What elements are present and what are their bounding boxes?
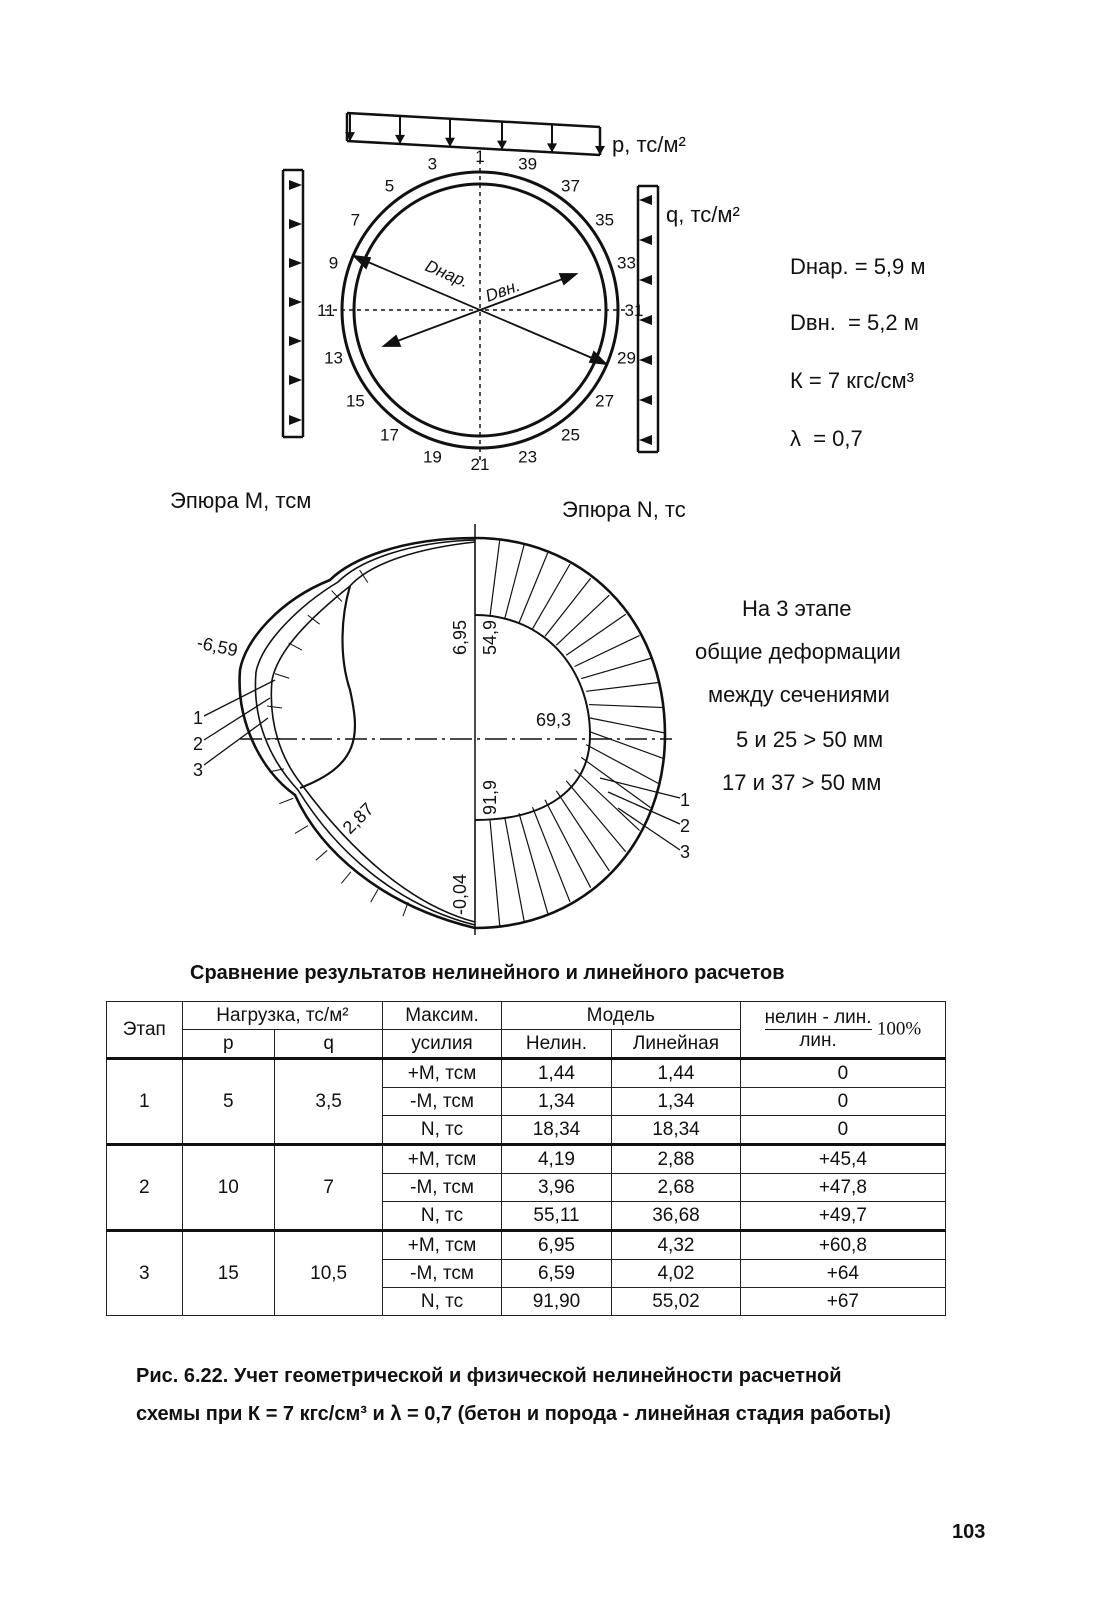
- section-label-17: 17: [380, 425, 399, 445]
- cell-lin: 18,34: [612, 1116, 741, 1145]
- section-label-31: 31: [624, 301, 644, 320]
- cell-stage: 3: [107, 1231, 183, 1316]
- cell-q: 10,5: [274, 1231, 382, 1316]
- n-hatch-1: [490, 540, 500, 616]
- cell-nonlin: 3,96: [501, 1174, 611, 1202]
- q-right-arrowhead-2: [639, 275, 652, 285]
- section-label-21: 21: [470, 455, 490, 474]
- n-hatch-14: [586, 745, 658, 784]
- cell-stage: 2: [107, 1145, 183, 1231]
- cell-force: +М, тсм: [383, 1231, 501, 1260]
- cell-q: 3,5: [274, 1059, 382, 1145]
- force-diagrams: [0, 520, 1093, 940]
- n-hatch-23: [490, 820, 500, 926]
- n-hatch-22: [505, 817, 524, 921]
- q-right-arrowhead-0: [639, 195, 652, 205]
- section-label-19: 19: [422, 447, 442, 467]
- caption-line-2: схемы при К = 7 кгс/см³ и λ = 0,7 (бетон и порода - линейная стадия работы): [136, 1403, 891, 1425]
- cell-force: -М, тсм: [383, 1088, 501, 1116]
- n-diagram-hatching: [475, 538, 665, 928]
- cell-nonlin: 55,11: [501, 1202, 611, 1231]
- q-left-arrowhead-1: [289, 219, 302, 229]
- n-hatch-11: [589, 705, 663, 708]
- q-right-arrowhead-4: [639, 355, 652, 365]
- n-hatch-13: [589, 731, 663, 758]
- m-bottom-value: -0,04: [450, 873, 470, 915]
- param-d-outer: Dнар. = 5,9 м: [790, 254, 926, 279]
- cell-diff: 0: [740, 1116, 945, 1145]
- cell-p: 10: [182, 1145, 274, 1231]
- cell-lin: 1,34: [612, 1088, 741, 1116]
- diff-denominator: лин.: [799, 1030, 837, 1051]
- load-q-label: q, тс/м²: [666, 202, 740, 227]
- th-nonlin: Нелин.: [501, 1030, 611, 1059]
- cell-nonlin: 6,95: [501, 1231, 611, 1260]
- section-label-39: 39: [518, 154, 538, 174]
- param-lambda: λ = 0,7: [790, 426, 863, 451]
- caption-line-1: Рис. 6.22. Учет геометрической и физической нелинейности расчетной: [136, 1365, 842, 1387]
- n-hatch-8: [575, 636, 640, 667]
- th-linear: Линейная: [612, 1030, 741, 1059]
- cell-lin: 1,44: [612, 1059, 741, 1088]
- cell-force: N, тс: [383, 1202, 501, 1231]
- n-hatch-5: [545, 578, 591, 636]
- param-d-inner: Dвн. = 5,2 м: [790, 310, 919, 335]
- section-label-13: 13: [324, 348, 343, 368]
- cell-nonlin: 1,44: [501, 1059, 611, 1088]
- n-hatch-6: [556, 595, 609, 645]
- cell-lin: 55,02: [612, 1288, 741, 1316]
- cell-diff: +47,8: [740, 1174, 945, 1202]
- cell-force: +М, тсм: [383, 1145, 501, 1174]
- comparison-table: [106, 1001, 946, 1316]
- th-max1: Максим.: [383, 1002, 501, 1030]
- table-body: [107, 1059, 946, 1316]
- note-line-1: На 3 этапе: [742, 596, 852, 621]
- table-row: [107, 1145, 946, 1174]
- stage-label-right-3: 3: [680, 842, 691, 862]
- section-label-11: 11: [317, 301, 335, 320]
- cell-diff: 0: [740, 1059, 945, 1088]
- cell-diff: +49,7: [740, 1202, 945, 1231]
- q-left-arrowhead-2: [289, 258, 302, 268]
- m-hatch-3: [316, 850, 327, 860]
- m-hatch-1: [371, 889, 378, 902]
- stage-label-right-2: 2: [680, 816, 691, 836]
- section-label-27: 27: [595, 391, 615, 411]
- m-top-value: 6,95: [450, 619, 470, 655]
- figure-caption: [136, 1357, 956, 1433]
- th-stage: Этап: [107, 1002, 183, 1059]
- note-line-3: между сечениями: [708, 682, 890, 707]
- th-model: Модель: [501, 1002, 740, 1030]
- cell-lin: 2,68: [612, 1174, 741, 1202]
- diff-fraction: [765, 1007, 872, 1052]
- n-hatch-4: [533, 564, 571, 629]
- n-hatch-16: [575, 770, 640, 831]
- load-q-right-arrows: [639, 195, 652, 445]
- section-label-7: 7: [350, 210, 361, 230]
- section-label-15: 15: [345, 391, 365, 411]
- cell-stage: 1: [107, 1059, 183, 1145]
- th-p: p: [182, 1030, 274, 1059]
- th-q: q: [274, 1030, 382, 1059]
- note-line-2: общие деформации: [695, 639, 901, 664]
- n-right-value: 69,3: [536, 710, 572, 730]
- diff-numerator: нелин - лин.: [764, 1007, 872, 1028]
- cell-force: +М, тсм: [383, 1059, 501, 1088]
- n-hatch-18: [556, 791, 609, 871]
- section-label-35: 35: [595, 210, 615, 230]
- cell-lin: 2,88: [612, 1145, 741, 1174]
- cell-force: N, тс: [383, 1288, 501, 1316]
- m-hatch-10: [289, 643, 302, 650]
- n-hatch-10: [586, 683, 658, 692]
- cell-force: N, тс: [383, 1116, 501, 1145]
- m-hatch-5: [279, 798, 293, 803]
- section-label-9: 9: [328, 253, 339, 273]
- m-neg-left-value: -6,59: [195, 632, 240, 661]
- q-right-arrowhead-6: [639, 435, 652, 445]
- cell-diff: +45,4: [740, 1145, 945, 1174]
- dia-outer-label: Dнар.: [422, 256, 472, 292]
- cell-force: -М, тсм: [383, 1174, 501, 1202]
- n-bottom-value: 91,9: [480, 779, 500, 815]
- section-label-29: 29: [617, 348, 636, 368]
- m-hatch-4: [295, 826, 308, 834]
- load-p-label: p, тс/м²: [612, 132, 686, 157]
- cell-nonlin: 91,90: [501, 1288, 611, 1316]
- n-hatch-19: [545, 800, 591, 888]
- page-number: 103: [952, 1521, 986, 1543]
- q-right-arrowhead-1: [639, 235, 652, 245]
- q-left-arrowhead-4: [289, 336, 302, 346]
- cell-p: 15: [182, 1231, 274, 1316]
- cell-nonlin: 4,19: [501, 1145, 611, 1174]
- n-hatch-2: [505, 545, 524, 619]
- stage-label-left-2: 2: [193, 734, 204, 754]
- n-hatch-3: [519, 553, 548, 623]
- stage-label-right-1: 1: [680, 790, 691, 810]
- cell-nonlin: 6,59: [501, 1260, 611, 1288]
- m-hatch-2: [341, 872, 351, 884]
- stage-label-left-1: 1: [193, 708, 204, 728]
- n-hatch-9: [581, 658, 650, 678]
- table-row: [107, 1231, 946, 1260]
- cell-diff: +64: [740, 1260, 945, 1288]
- cell-nonlin: 1,34: [501, 1088, 611, 1116]
- m-hatch-9: [275, 674, 289, 679]
- th-max2: усилия: [383, 1030, 501, 1059]
- n-diagram-title: Эпюра N, тс: [562, 497, 686, 522]
- n-hatch-17: [566, 781, 626, 852]
- note-line-5: 17 и 37 > 50 мм: [722, 770, 882, 795]
- section-label-3: 3: [427, 154, 438, 174]
- section-label-33: 33: [617, 253, 636, 273]
- section-label-25: 25: [561, 425, 580, 445]
- cell-diff: +67: [740, 1288, 945, 1316]
- th-load: Нагрузка, тс/м²: [182, 1002, 383, 1030]
- m-diagram-curves: [240, 538, 475, 928]
- n-hatch-7: [566, 614, 626, 655]
- cell-force: -М, тсм: [383, 1260, 501, 1288]
- m-hatch-8: [267, 706, 282, 708]
- diff-percent: 100%: [876, 1018, 922, 1040]
- cell-p: 5: [182, 1059, 274, 1145]
- th-diff: [740, 1002, 945, 1059]
- note-line-4: 5 и 25 > 50 мм: [736, 727, 884, 752]
- load-q-left-arrows: [289, 180, 302, 425]
- cell-diff: +60,8: [740, 1231, 945, 1260]
- cell-diff: 0: [740, 1088, 945, 1116]
- lining-load-scheme: [0, 0, 1093, 480]
- n-hatch-12: [590, 718, 665, 733]
- n-hatch-21: [519, 813, 548, 913]
- cell-lin: 4,02: [612, 1260, 741, 1288]
- stage-label-left-3: 3: [193, 760, 204, 780]
- q-left-arrowhead-5: [289, 375, 302, 385]
- cell-q: 7: [274, 1145, 382, 1231]
- q-left-arrowhead-3: [289, 297, 302, 307]
- table-header-row-1: [107, 1002, 946, 1030]
- table-title: Сравнение результатов нелинейного и линейного расчетов: [190, 962, 785, 984]
- section-label-1: 1: [475, 147, 485, 166]
- section-label-5: 5: [384, 176, 395, 196]
- n-diagram-outer-contour: [475, 538, 665, 928]
- q-left-arrowhead-0: [289, 180, 302, 190]
- cell-lin: 36,68: [612, 1202, 741, 1231]
- section-label-37: 37: [561, 176, 580, 196]
- n-hatch-20: [533, 807, 571, 902]
- m-diagram-title: Эпюра М, тсм: [170, 488, 312, 513]
- section-label-23: 23: [518, 447, 538, 467]
- m-lower-left-value: 2,87: [338, 798, 378, 838]
- dia-inner-label: Dвн.: [482, 275, 523, 306]
- param-k: К = 7 кгс/см³: [790, 368, 914, 393]
- n-top-value: 54,9: [480, 619, 500, 655]
- load-p-diagram: [347, 113, 600, 155]
- q-left-arrowhead-6: [289, 415, 302, 425]
- table-row: [107, 1059, 946, 1088]
- q-right-arrowhead-5: [639, 395, 652, 405]
- cell-nonlin: 18,34: [501, 1116, 611, 1145]
- cell-lin: 4,32: [612, 1231, 741, 1260]
